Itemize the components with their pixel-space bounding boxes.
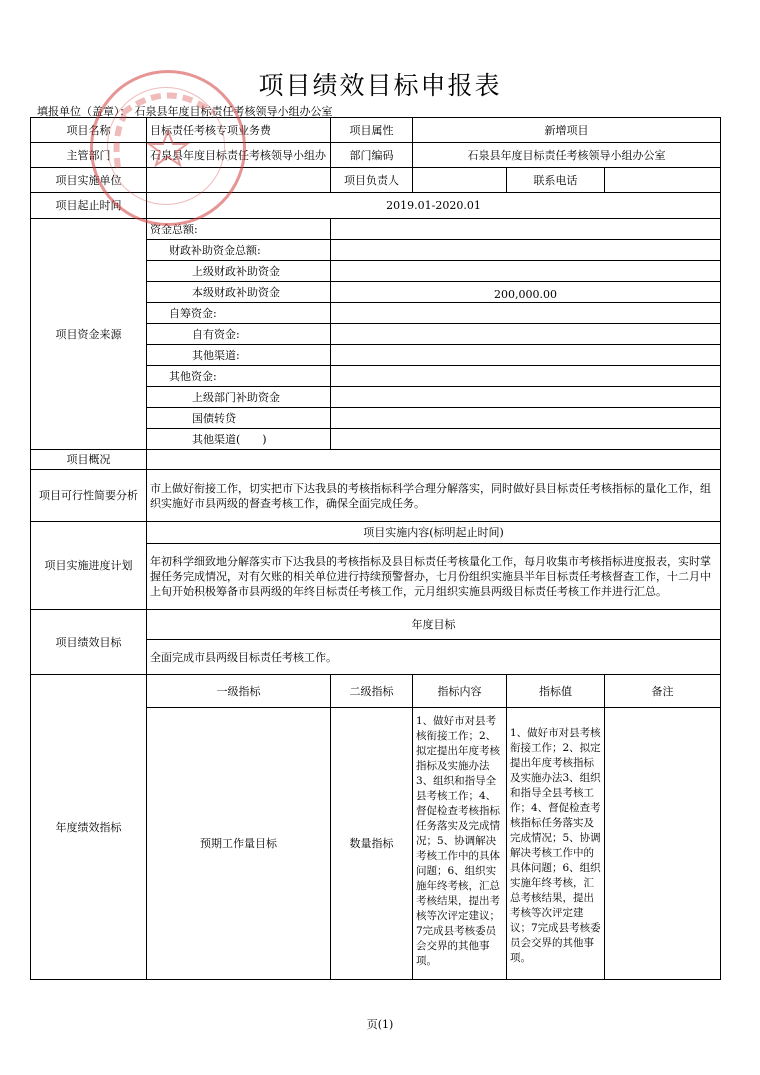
fund-item-value <box>331 261 721 282</box>
feasibility-label: 项目可行性简要分析 <box>31 470 147 522</box>
project-name-label: 项目名称 <box>31 118 147 143</box>
fund-item-value <box>331 240 721 261</box>
schedule-header: 项目实施内容(标明起止时间) <box>147 522 721 544</box>
row-department <box>31 143 721 168</box>
fund-item-label: 国债转贷 <box>147 408 331 429</box>
fund-item-value <box>331 303 721 324</box>
header-value: 指标值 <box>507 675 605 708</box>
page-number: 页(1) <box>366 1018 394 1031</box>
fill-unit-label: 填报单位（盖章）： <box>37 105 131 118</box>
phone-value <box>605 168 721 193</box>
fund-item-label: 其他渠道: <box>147 345 331 366</box>
indicators-label: 年度绩效指标 <box>31 675 147 980</box>
department-label: 主管部门 <box>31 143 147 168</box>
fund-item-label: 自筹资金: <box>147 303 331 324</box>
leader-label: 项目负责人 <box>331 168 413 193</box>
project-name-value: 目标责任考核专项业务费 <box>147 118 331 143</box>
fund-item-label: 上级财政补助资金 <box>147 261 331 282</box>
impl-unit-label: 项目实施单位 <box>31 168 147 193</box>
indicator-content: 1、做好市对县考核衔接工作；2、拟定提出年度考核指标及实施办法3、组织和指导全县考核工作；4、督促检查考核指标任务落实及完成情况；5、协调解决考核工作中的具体问题；6、组织实施年终考核，汇总考核结果，提出考核等次评定建议；7完成县考核委员会交界的其他事项。 <box>413 708 507 980</box>
schedule-text: 年初科学细致地分解落实市下达我县的考核指标及县目标责任考核量化工作，每月收集市考核指标进度报表，实时掌握任务完成情况，对有欠账的相关单位进行持续预警督办，七月份组织实施县半年目标责任考核督查工作，十二月中上旬开始积极筹备市县两级的年终目标责任考核工作，元月组织实施县两级目标责任考核工作并进行汇总。 <box>147 544 721 610</box>
department-value: 石泉县年度目标责任考核领导小组办 <box>147 143 331 168</box>
header-level2: 二级指标 <box>331 675 413 708</box>
funds-label: 项目资金来源 <box>31 219 147 450</box>
period-label: 项目起止时间 <box>31 193 147 219</box>
header-level1: 一级指标 <box>147 675 331 708</box>
form-title: 项目绩效目标申报表 <box>258 71 502 100</box>
row-schedule-header <box>31 522 721 544</box>
leader-value <box>413 168 507 193</box>
header-note: 备注 <box>605 675 721 708</box>
fund-item-label: 本级财政补助资金 <box>147 282 331 303</box>
fund-item-label: 其他渠道( ) <box>147 429 331 450</box>
project-attr-label: 项目属性 <box>331 118 413 143</box>
fund-item-value: 200,000.00 <box>331 282 721 303</box>
fund-item-value <box>331 408 721 429</box>
fund-item-value <box>331 387 721 408</box>
indicator-level1: 预期工作量目标 <box>147 708 331 980</box>
impl-unit-value <box>147 168 331 193</box>
schedule-label: 项目实施进度计划 <box>31 522 147 610</box>
feasibility-text: 市上做好衔接工作，切实把市下达我县的考核指标科学合理分解落实，同时做好县目标责任考核指标的量化工作，组织实施好市县两级的督查考核工作，确保全面完成任务。 <box>147 470 721 522</box>
fund-item-label: 资金总额: <box>147 219 331 240</box>
fund-item-value <box>331 345 721 366</box>
fund-item-label: 上级部门补助资金 <box>147 387 331 408</box>
row-feasibility <box>31 470 721 522</box>
row-goal-header <box>31 610 721 640</box>
goal-header: 年度目标 <box>147 610 721 640</box>
project-attr-value: 新增项目 <box>413 118 721 143</box>
fund-item-value <box>331 366 721 387</box>
performance-form-table <box>30 117 721 980</box>
row-indicator-header <box>31 675 721 708</box>
overview-label: 项目概况 <box>31 450 147 470</box>
fund-item-label: 财政补助资金总额: <box>147 240 331 261</box>
row-impl-unit <box>31 168 721 193</box>
fund-row <box>31 219 721 240</box>
fund-item-label: 自有资金: <box>147 324 331 345</box>
row-period <box>31 193 721 219</box>
indicator-level2: 数量指标 <box>331 708 413 980</box>
goal-label: 项目绩效目标 <box>31 610 147 675</box>
dept-code-value: 石泉县年度目标责任考核领导小组办公室 <box>413 143 721 168</box>
goal-text: 全面完成市县两级目标责任考核工作。 <box>147 640 721 675</box>
phone-label: 联系电话 <box>507 168 605 193</box>
period-value: 2019.01-2020.01 <box>147 193 721 219</box>
overview-value <box>147 450 721 470</box>
fund-item-value <box>331 324 721 345</box>
header-content: 指标内容 <box>413 675 507 708</box>
fund-item-value <box>331 429 721 450</box>
indicator-note <box>605 708 721 980</box>
fill-unit-value: 石泉县年度目标责任考核领导小组办公室 <box>134 105 333 118</box>
fund-item-label: 其他资金: <box>147 366 331 387</box>
dept-code-label: 部门编码 <box>331 143 413 168</box>
fund-item-value <box>331 219 721 240</box>
indicator-value: 1、做好市对县考核衔接工作；2、拟定提出年度考核指标及实施办法3、组织和指导全县考核工作；4、督促检查考核指标任务落实及完成情况；5、协调解决考核工作中的具体问题；6、组织实施年终考核，汇总考核结果，提出考核等次评定建议；7完成县考核委员会交界的其他事项。 <box>507 708 605 980</box>
row-project-name <box>31 118 721 143</box>
row-overview <box>31 450 721 470</box>
